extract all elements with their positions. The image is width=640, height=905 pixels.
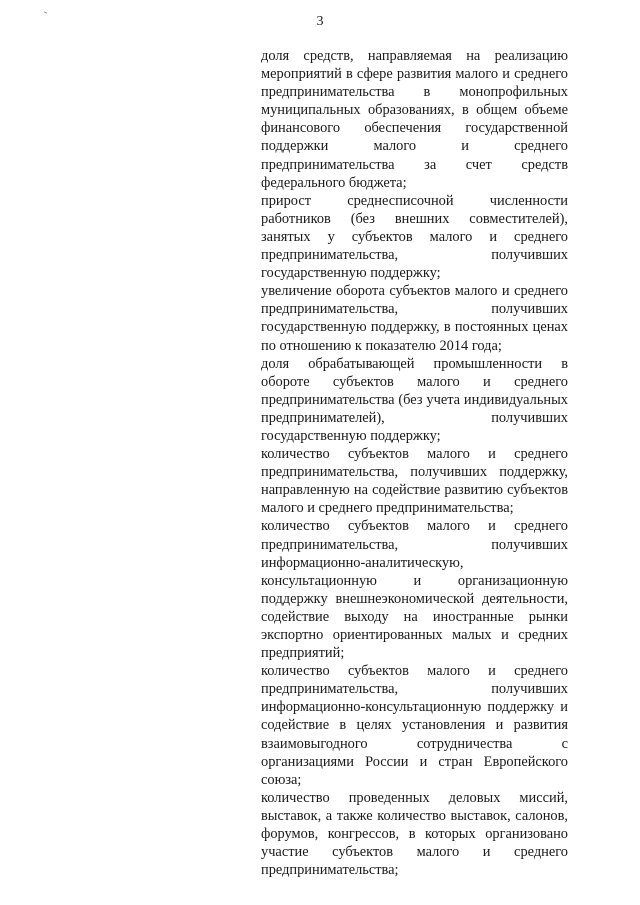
list-item: доля обрабатывающей промышленности в обороте субъектов малого и среднего предпринимательства (без учета индивидуальных предпринимателей), получивших государственную поддержку; (261, 355, 568, 444)
list-item: количество субъектов малого и среднего предпринимательства, получивших информационно-консультационную поддержку и содействие в целях установления и развития взаимовыгодного сотрудничества с организациями России и стран Европейского союза; (261, 663, 568, 788)
list-item: увеличение оборота субъектов малого и среднего предпринимательства, получивших государственную поддержку, в постоянных ценах по отношению к показателю 2014 года; (261, 283, 568, 354)
page-body (261, 47, 568, 879)
list-item: прирост среднесписочной численности работников (без внешних совместителей), занятых у субъектов малого и среднего предпринимательства, получивших государственную поддержку; (261, 192, 568, 282)
list-item: количество проведенных деловых миссий, выставок, а также количество выставок, салонов, форумов, конгрессов, в которых организовано участие субъектов малого и среднего предпринимательства; (261, 789, 568, 879)
list-item: доля средств, направляемая на реализацию мероприятий в сфере развития малого и среднего предпринимательства в монопрофильных муниципальных образованиях, в общем объеме финансового обеспечения государственной поддержки малого и среднего предпринимательства за счет средств федерального бюджета; (261, 48, 568, 191)
list-item: количество субъектов малого и среднего предпринимательства, получивших поддержку, направленную на содействие развитию субъектов малого и среднего предпринимательства; (261, 446, 568, 517)
page-number: 3 (316, 14, 324, 29)
list-item: количество субъектов малого и среднего предпринимательства, получивших информационно-аналитическую, консультационную и организационную поддержку внешнеэкономической деятельности, содействие выходу на иностранные рынки экспортно ориентированных малых и средних предприятий; (261, 518, 568, 662)
